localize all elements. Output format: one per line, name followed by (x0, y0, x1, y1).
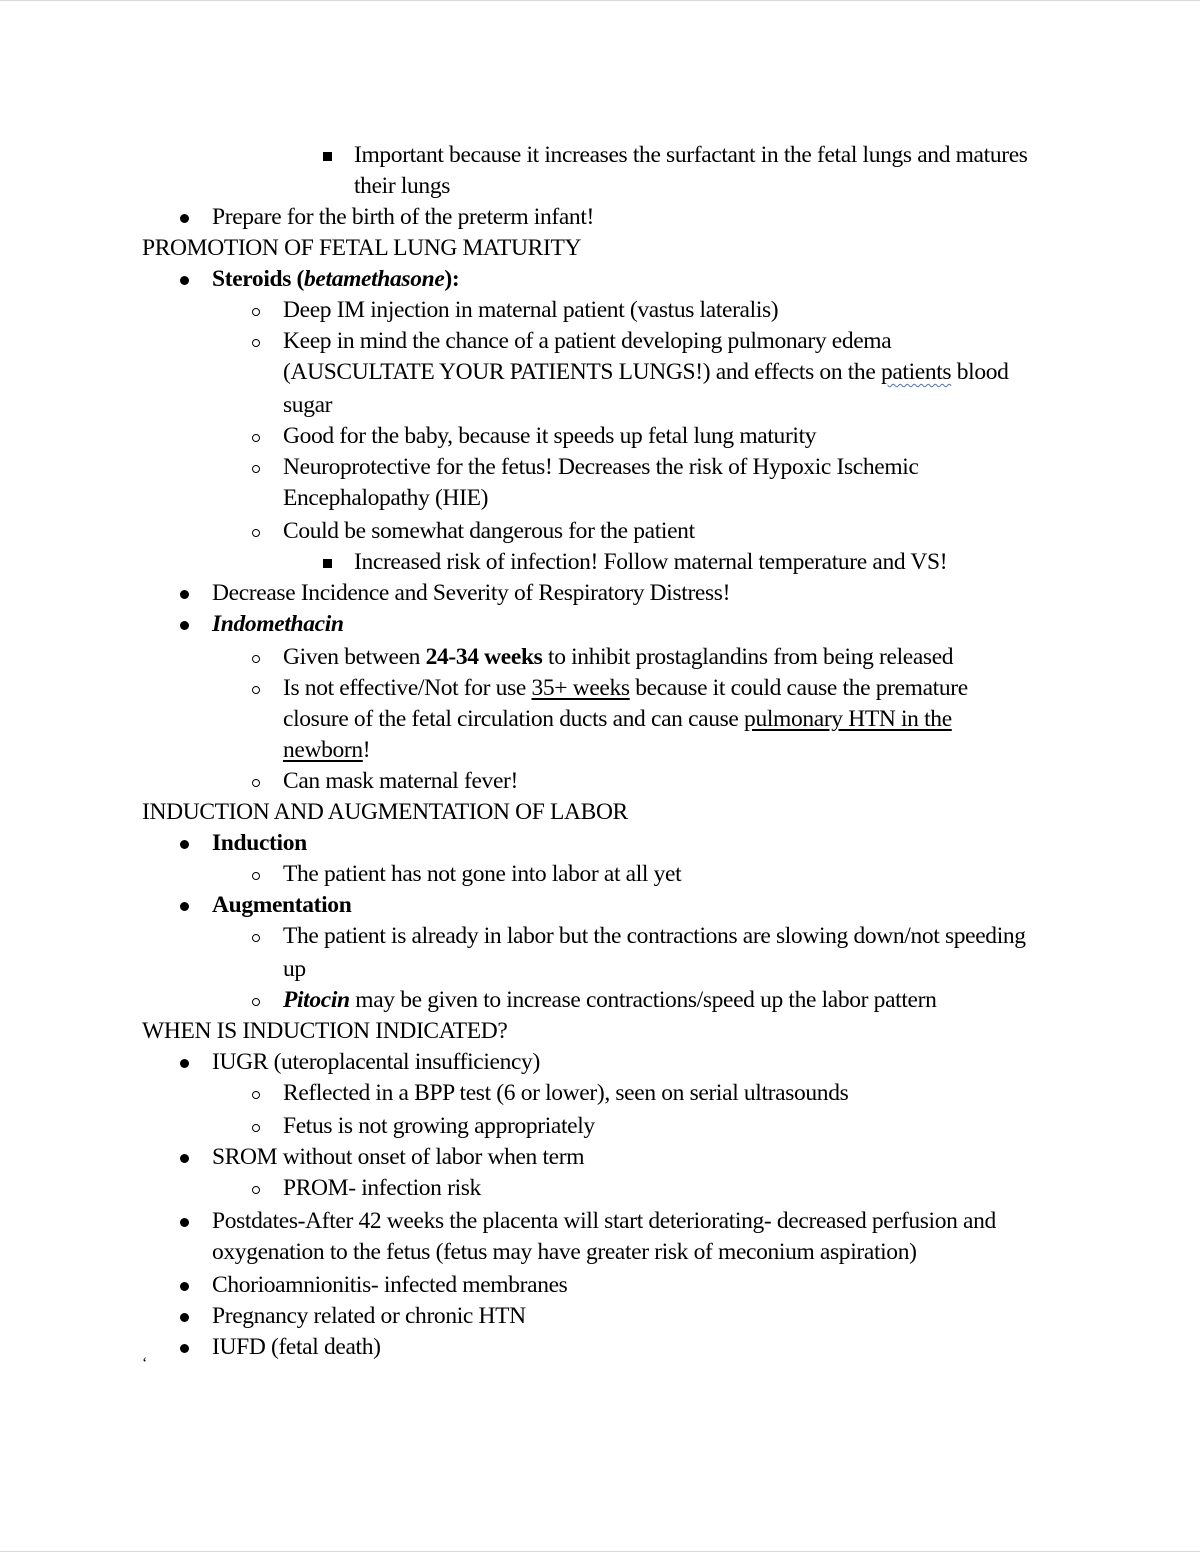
list-item-continuation (0, 483, 1200, 514)
not-effective-start: Is not effective/Not for use (283, 675, 532, 701)
list-item-deep-im (0, 295, 1200, 326)
list-item-continuation (0, 357, 1200, 388)
srom-text: SROM without onset of labor when term (212, 1144, 585, 1170)
list-item-prom (0, 1173, 1200, 1204)
newborn-exclaim: ! (362, 737, 371, 763)
list-item-iufd (0, 1332, 1200, 1363)
circle-bullet-icon (246, 1173, 266, 1204)
circle-bullet-icon (246, 326, 266, 357)
given-between-end: to inhibit prostaglandins from being released (542, 644, 954, 670)
postdates-line1: Postdates-After 42 weeks the placenta will start deteriorating- decreased perfusion and (212, 1208, 996, 1234)
prepare-birth-text: Prepare for the birth of the preterm infant! (212, 204, 594, 230)
square-bullet-icon (317, 547, 337, 578)
indomethacin-label: Indomethacin (212, 611, 344, 637)
list-item-decrease-incidence (0, 578, 1200, 609)
page-top-rule (0, 0, 1200, 1)
newborn-text: newborn (283, 737, 363, 763)
list-item-iugr (0, 1047, 1200, 1078)
circle-bullet-icon (246, 921, 266, 952)
circle-bullet-icon (246, 642, 266, 673)
induction-desc-text: The patient has not gone into labor at all yet (283, 861, 682, 887)
list-item-continuation (0, 390, 1200, 421)
document-page (0, 140, 1200, 1363)
keep-in-mind-line3: sugar (283, 392, 333, 418)
prom-text: PROM- infection risk (283, 1175, 481, 1201)
augmentation-label: Augmentation (212, 892, 352, 918)
disc-bullet-icon (174, 578, 194, 609)
pitocin-drug-name: Pitocin (283, 987, 350, 1013)
mask-fever-text: Can mask maternal fever! (283, 768, 518, 794)
disc-bullet-icon (174, 1206, 194, 1237)
surfactant-text-line2: their lungs (354, 173, 451, 199)
disc-bullet-icon (174, 890, 194, 921)
list-item-continuation (0, 1237, 1200, 1268)
page-bottom-rule (0, 1551, 1200, 1552)
list-item-dangerous (0, 516, 1200, 547)
disc-bullet-icon (174, 1270, 194, 1301)
circle-bullet-icon (246, 516, 266, 547)
htn-text: Pregnancy related or chronic HTN (212, 1303, 526, 1329)
pitocin-text: may be given to increase contractions/speed up the labor pattern (349, 987, 937, 1013)
section-heading-induction-augmentation: INDUCTION AND AUGMENTATION OF LABOR (142, 799, 628, 825)
circle-bullet-icon (246, 766, 266, 797)
list-item-infection-risk (0, 547, 1200, 578)
circle-bullet-icon (246, 295, 266, 326)
circle-bullet-icon (246, 1111, 266, 1142)
list-item-induction-desc (0, 859, 1200, 890)
disc-bullet-icon (174, 609, 194, 640)
list-item-iugr-growth (0, 1111, 1200, 1142)
square-bullet-icon (317, 140, 337, 171)
circle-bullet-icon (246, 452, 266, 483)
iugr-growth-text: Fetus is not growing appropriately (283, 1113, 595, 1139)
list-item-indomethacin (0, 609, 1200, 640)
closure-start: closure of the fetal circulation ducts and can cause (283, 706, 745, 732)
chorioamnionitis-text: Chorioamnionitis- infected membranes (212, 1272, 568, 1298)
neuroprotective-line1: Neuroprotective for the fetus! Decreases the risk of Hypoxic Ischemic (283, 454, 919, 480)
surfactant-text-line1: Important because it increases the surfactant in the fetal lungs and matures (354, 142, 1028, 168)
disc-bullet-icon (174, 1332, 194, 1363)
list-item-surfactant (0, 140, 1200, 171)
list-item-mask-fever (0, 766, 1200, 797)
section-heading-when-indicated: WHEN IS INDUCTION INDICATED? (142, 1018, 508, 1044)
disc-bullet-icon (174, 264, 194, 295)
circle-bullet-icon (246, 859, 266, 890)
keep-in-mind-line1: Keep in mind the chance of a patient developing pulmonary edema (283, 328, 892, 354)
section-heading-fetal-lung: PROMOTION OF FETAL LUNG MATURITY (142, 235, 582, 261)
disc-bullet-icon (174, 1047, 194, 1078)
list-item-steroids (0, 264, 1200, 295)
list-item-htn (0, 1301, 1200, 1332)
list-item-continuation (0, 735, 1200, 766)
postdates-line2: oxygenation to the fetus (fetus may have greater risk of meconium aspiration) (212, 1239, 917, 1265)
decrease-incidence-text: Decrease Incidence and Severity of Respiratory Distress! (212, 580, 731, 606)
dangerous-text: Could be somewhat dangerous for the patient (283, 518, 695, 544)
iugr-text: IUGR (uteroplacental insufficiency) (212, 1049, 540, 1075)
disc-bullet-icon (174, 1301, 194, 1332)
given-between-start: Given between (283, 644, 426, 670)
augmentation-desc-line1: The patient is already in labor but the contractions are slowing down/not speeding (283, 923, 1026, 949)
steroids-label-start: Steroids ( (212, 266, 305, 292)
iufd-text: IUFD (fetal death) (212, 1334, 381, 1360)
neuroprotective-line2: Encephalopathy (HIE) (283, 485, 489, 511)
list-item-srom (0, 1142, 1200, 1173)
steroids-label-end: ): (444, 266, 460, 292)
not-effective-end: because it could cause the premature (629, 675, 968, 701)
list-item-keep-in-mind (0, 326, 1200, 357)
list-item-chorioamnionitis (0, 1270, 1200, 1301)
circle-bullet-icon (246, 985, 266, 1016)
circle-bullet-icon (246, 1078, 266, 1109)
list-item-neuroprotective (0, 452, 1200, 483)
steroids-drug-name: betamethasone (304, 266, 445, 292)
closure-pulmonary-htn: pulmonary HTN in the (744, 706, 952, 732)
list-item-good-for-baby (0, 421, 1200, 452)
list-item-not-effective (0, 673, 1200, 704)
iugr-bpp-text: Reflected in a BPP test (6 or lower), seen on serial ultrasounds (283, 1080, 849, 1106)
list-item-augmentation (0, 890, 1200, 921)
list-item-iugr-bpp (0, 1078, 1200, 1109)
list-item-continuation (0, 704, 1200, 735)
infection-risk-text: Increased risk of infection! Follow maternal temperature and VS! (354, 549, 948, 575)
spellcheck-flagged-word[interactable]: patients (880, 359, 952, 385)
list-item-continuation (0, 954, 1200, 985)
list-item-continuation (0, 171, 1200, 202)
disc-bullet-icon (174, 1142, 194, 1173)
disc-bullet-icon (174, 828, 194, 859)
disc-bullet-icon (174, 202, 194, 233)
keep-in-mind-line2-end: blood (951, 359, 1009, 385)
augmentation-desc-line2: up (283, 956, 306, 982)
list-item-augmentation-desc (0, 921, 1200, 952)
keep-in-mind-line2-start: (AUSCULTATE YOUR PATIENTS LUNGS!) and effects on the (283, 359, 881, 385)
circle-bullet-icon (246, 421, 266, 452)
circle-bullet-icon (246, 673, 266, 704)
list-item-pitocin (0, 985, 1200, 1016)
list-item-given-between (0, 642, 1200, 673)
list-item-induction (0, 828, 1200, 859)
list-item-postdates (0, 1206, 1200, 1237)
deep-im-text: Deep IM injection in maternal patient (vastus lateralis) (283, 297, 779, 323)
not-effective-weeks: 35+ weeks (531, 675, 630, 701)
good-for-baby-text: Good for the baby, because it speeds up fetal lung maturity (283, 423, 817, 449)
induction-label: Induction (212, 830, 307, 856)
list-item-prepare-birth (0, 202, 1200, 233)
given-between-weeks: 24-34 weeks (425, 644, 543, 670)
stray-mark: ‘ (142, 1355, 148, 1372)
